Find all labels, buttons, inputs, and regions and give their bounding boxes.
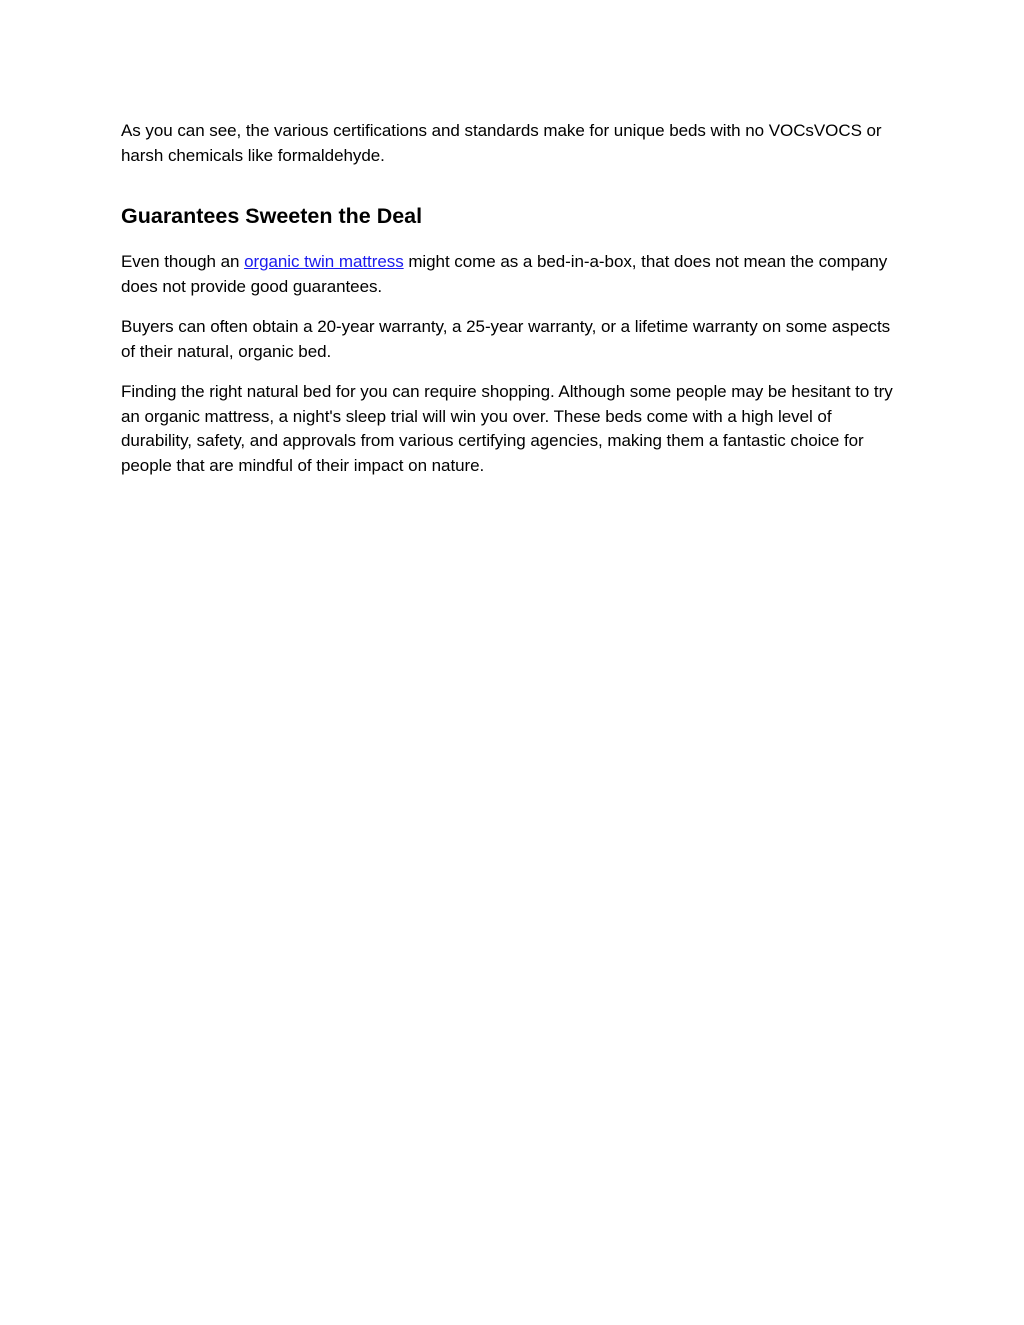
paragraph-warranty: Buyers can often obtain a 20-year warranty, a 25-year warranty, or a lifetime warranty on some aspects of their natural, organic bed. [121, 317, 891, 361]
paragraph-text-after-link: might come as a bed-in-a-box, that does not mean the company does not provide good guarantees. [121, 252, 888, 296]
intro-paragraph: As you can see, the various certifications and standards make for unique beds with no VOCsVOCS or harsh chemicals like formaldehyde. [121, 121, 882, 165]
section-heading: Guarantees Sweeten the Deal [121, 204, 423, 228]
paragraph-bed-in-a-box [121, 250, 906, 299]
document-page [121, 119, 906, 475]
guarantees-section [121, 250, 906, 494]
paragraph-text-before-link: Even though an [121, 252, 245, 271]
organic-twin-mattress-link[interactable]: organic twin mattress [244, 252, 404, 271]
paragraph-conclusion: Finding the right natural bed for you can require shopping. Although some people may be hesitant to try an organic mattress, a night's sleep trial will win you over. These beds come with a high level of durability, safety, and approvals from various certifying agencies, making them a fantastic choice for people that are mindful of their impact on nature. [121, 382, 893, 475]
